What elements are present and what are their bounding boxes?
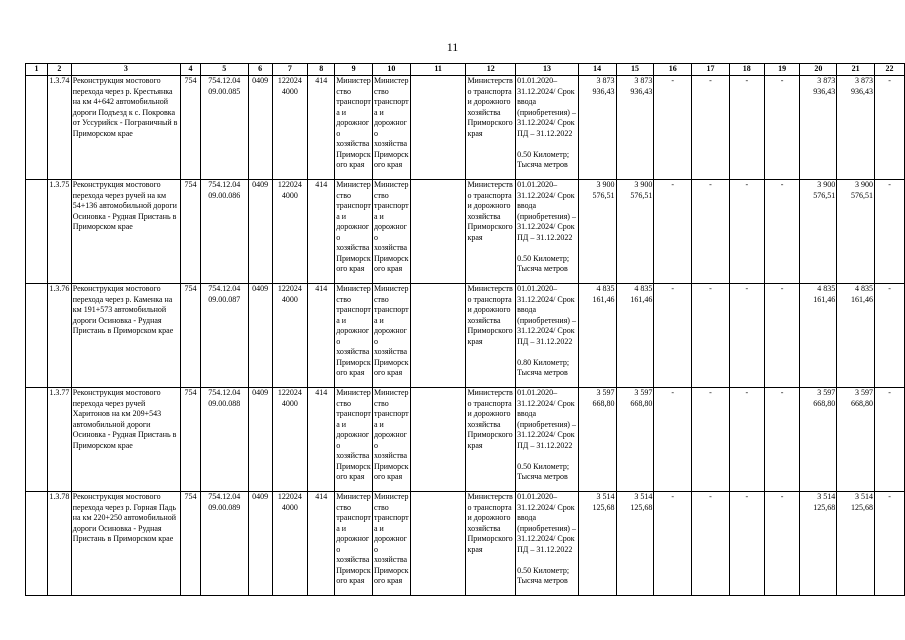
- table-row: [26, 388, 905, 492]
- column-number: 3: [71, 64, 180, 76]
- column-number: 11: [410, 64, 466, 76]
- cell-col22: -: [875, 388, 905, 492]
- cell-col1: [26, 76, 48, 180]
- section-code: 0409: [248, 284, 272, 388]
- cell-col1: [26, 180, 48, 284]
- column-number: 13: [516, 64, 579, 76]
- cell-col22: -: [875, 284, 905, 388]
- cost-col20: 3 900 576,51: [800, 180, 837, 284]
- cost-col21: 4 835 161,46: [837, 284, 875, 388]
- responsible-body: Министерство транспорта и дорожного хозяйства Приморского края: [466, 388, 516, 492]
- code-754: 754: [181, 492, 201, 596]
- column-number: 5: [200, 64, 248, 76]
- cell-col16: -: [654, 492, 692, 596]
- cell-col22: -: [875, 76, 905, 180]
- cell-col11: [410, 284, 466, 388]
- cell-col22: -: [875, 492, 905, 596]
- target-article: 122024 4000: [272, 388, 308, 492]
- column-number: 12: [466, 64, 516, 76]
- cell-col16: -: [654, 180, 692, 284]
- cost-col15: 4 835 161,46: [616, 284, 654, 388]
- data-table: [25, 63, 905, 596]
- table-row: [26, 284, 905, 388]
- cell-col17: -: [692, 180, 730, 284]
- cell-col16: -: [654, 76, 692, 180]
- cost-col15: 3 597 668,80: [616, 388, 654, 492]
- cell-col19: -: [764, 492, 800, 596]
- expense-type: 414: [308, 492, 335, 596]
- page-number: 11: [446, 40, 459, 54]
- cell-col11: [410, 180, 466, 284]
- object-code: 754.12.04 09.00.089: [200, 492, 248, 596]
- cost-col20: 3 597 668,80: [800, 388, 837, 492]
- total-cost: 3 514 125,68: [578, 492, 616, 596]
- code-754: 754: [181, 76, 201, 180]
- total-cost: 3 873 936,43: [578, 76, 616, 180]
- column-number: 15: [616, 64, 654, 76]
- cost-col20: 3 873 936,43: [800, 76, 837, 180]
- deadlines-capacity: 01.01.2020–31.12.2024/ Срок ввода (приобретения) – 31.12.2024/ Срок ПД – 31.12.2022 0.50 Километр; Тысяча метров: [516, 388, 579, 492]
- column-number: 17: [692, 64, 730, 76]
- code-754: 754: [181, 388, 201, 492]
- cost-col20: 4 835 161,46: [800, 284, 837, 388]
- section-code: 0409: [248, 180, 272, 284]
- cell-col17: -: [692, 388, 730, 492]
- table-row: [26, 76, 905, 180]
- column-number: 10: [372, 64, 410, 76]
- customer-name: Министерство транспорта и дорожного хозяйства Приморского края: [335, 284, 373, 388]
- cell-col1: [26, 388, 48, 492]
- cost-col21: 3 900 576,51: [837, 180, 875, 284]
- column-number-row: [26, 64, 905, 76]
- column-number: 8: [308, 64, 335, 76]
- deadlines-capacity: 01.01.2020–31.12.2024/ Срок ввода (приобретения) – 31.12.2024/ Срок ПД – 31.12.2022 0.50 Километр; Тысяча метров: [516, 76, 579, 180]
- total-cost: 3 597 668,80: [578, 388, 616, 492]
- table-row: [26, 180, 905, 284]
- column-number: 22: [875, 64, 905, 76]
- deadlines-capacity: 01.01.2020–31.12.2024/ Срок ввода (приобретения) – 31.12.2024/ Срок ПД – 31.12.2022 0.50 Километр; Тысяча метров: [516, 180, 579, 284]
- responsible-body: Министерство транспорта и дорожного хозяйства Приморского края: [466, 180, 516, 284]
- developer-name: Министерство транспорта и дорожного хозяйства Приморского края: [372, 180, 410, 284]
- cell-col11: [410, 492, 466, 596]
- responsible-body: Министерство транспорта и дорожного хозяйства Приморского края: [466, 284, 516, 388]
- cell-col18: -: [729, 180, 764, 284]
- expense-type: 414: [308, 284, 335, 388]
- cost-col15: 3 900 576,51: [616, 180, 654, 284]
- deadlines-capacity: 01.01.2020–31.12.2024/ Срок ввода (приобретения) – 31.12.2024/ Срок ПД – 31.12.2022 0.80 Километр; Тысяча метров: [516, 284, 579, 388]
- expense-type: 414: [308, 388, 335, 492]
- section-code: 0409: [248, 76, 272, 180]
- target-article: 122024 4000: [272, 180, 308, 284]
- cell-col16: -: [654, 284, 692, 388]
- expense-type: 414: [308, 180, 335, 284]
- object-name: Реконструкция мостового перехода через р. Каменка на км 191+573 автомобильной дороги Осиновка - Рудная Пристань в Приморском крае: [71, 284, 180, 388]
- cell-col17: -: [692, 492, 730, 596]
- object-code: 754.12.04 09.00.086: [200, 180, 248, 284]
- customer-name: Министерство транспорта и дорожного хозяйства Приморского края: [335, 76, 373, 180]
- cell-col19: -: [764, 76, 800, 180]
- cell-col17: -: [692, 284, 730, 388]
- column-number: 21: [837, 64, 875, 76]
- cost-col21: 3 597 668,80: [837, 388, 875, 492]
- target-article: 122024 4000: [272, 492, 308, 596]
- customer-name: Министерство транспорта и дорожного хозяйства Приморского края: [335, 180, 373, 284]
- developer-name: Министерство транспорта и дорожного хозяйства Приморского края: [372, 284, 410, 388]
- object-code: 754.12.04 09.00.088: [200, 388, 248, 492]
- object-code: 754.12.04 09.00.085: [200, 76, 248, 180]
- row-number: 1.3.78: [47, 492, 71, 596]
- deadlines-capacity: 01.01.2020–31.12.2024/ Срок ввода (приобретения) – 31.12.2024/ Срок ПД – 31.12.2022 0.50 Километр; Тысяча метров: [516, 492, 579, 596]
- object-name: Реконструкция мостового перехода через р. Горная Падь на км 220+250 автомобильной дороги Осиновка - Рудная Пристань в Приморском крае: [71, 492, 180, 596]
- cell-col11: [410, 76, 466, 180]
- target-article: 122024 4000: [272, 76, 308, 180]
- cell-col18: -: [729, 284, 764, 388]
- row-number: 1.3.75: [47, 180, 71, 284]
- cell-col18: -: [729, 76, 764, 180]
- cell-col11: [410, 388, 466, 492]
- cost-col15: 3 873 936,43: [616, 76, 654, 180]
- row-number: 1.3.77: [47, 388, 71, 492]
- cost-col20: 3 514 125,68: [800, 492, 837, 596]
- developer-name: Министерство транспорта и дорожного хозяйства Приморского края: [372, 388, 410, 492]
- cost-col15: 3 514 125,68: [616, 492, 654, 596]
- cell-col18: -: [729, 492, 764, 596]
- code-754: 754: [181, 284, 201, 388]
- section-code: 0409: [248, 492, 272, 596]
- cell-col1: [26, 492, 48, 596]
- responsible-body: Министерство транспорта и дорожного хозяйства Приморского края: [466, 492, 516, 596]
- customer-name: Министерство транспорта и дорожного хозяйства Приморского края: [335, 388, 373, 492]
- target-article: 122024 4000: [272, 284, 308, 388]
- object-name: Реконструкция мостового перехода через ручей на км 54+136 автомобильной дороги Осиновка - Рудная Пристань в Приморском крае: [71, 180, 180, 284]
- section-code: 0409: [248, 388, 272, 492]
- row-number: 1.3.76: [47, 284, 71, 388]
- column-number: 1: [26, 64, 48, 76]
- column-number: 16: [654, 64, 692, 76]
- developer-name: Министерство транспорта и дорожного хозяйства Приморского края: [372, 492, 410, 596]
- column-number: 9: [335, 64, 373, 76]
- column-number: 20: [800, 64, 837, 76]
- cell-col16: -: [654, 388, 692, 492]
- code-754: 754: [181, 180, 201, 284]
- object-name: Реконструкция мостового перехода через ручей Харитонов на км 209+543 автомобильной дороги Осиновка - Рудная Пристань в Приморском крае: [71, 388, 180, 492]
- column-number: 18: [729, 64, 764, 76]
- cost-col21: 3 514 125,68: [837, 492, 875, 596]
- object-code: 754.12.04 09.00.087: [200, 284, 248, 388]
- row-number: 1.3.74: [47, 76, 71, 180]
- cost-col21: 3 873 936,43: [837, 76, 875, 180]
- customer-name: Министерство транспорта и дорожного хозяйства Приморского края: [335, 492, 373, 596]
- total-cost: 3 900 576,51: [578, 180, 616, 284]
- object-name: Реконструкция мостового перехода через р. Крестьянка на км 4+642 автомобильной дороги Подъезд к с. Покровка от Уссурийск - Пограничный в Приморском крае: [71, 76, 180, 180]
- column-number: 2: [47, 64, 71, 76]
- cell-col18: -: [729, 388, 764, 492]
- cell-col22: -: [875, 180, 905, 284]
- column-number: 19: [764, 64, 800, 76]
- responsible-body: Министерство транспорта и дорожного хозяйства Приморского края: [466, 76, 516, 180]
- expense-type: 414: [308, 76, 335, 180]
- column-number: 6: [248, 64, 272, 76]
- cell-col19: -: [764, 180, 800, 284]
- cell-col19: -: [764, 388, 800, 492]
- column-number: 14: [578, 64, 616, 76]
- column-number: 7: [272, 64, 308, 76]
- column-number: 4: [181, 64, 201, 76]
- table-row: [26, 492, 905, 596]
- cell-col1: [26, 284, 48, 388]
- cell-col17: -: [692, 76, 730, 180]
- total-cost: 4 835 161,46: [578, 284, 616, 388]
- cell-col19: -: [764, 284, 800, 388]
- developer-name: Министерство транспорта и дорожного хозяйства Приморского края: [372, 76, 410, 180]
